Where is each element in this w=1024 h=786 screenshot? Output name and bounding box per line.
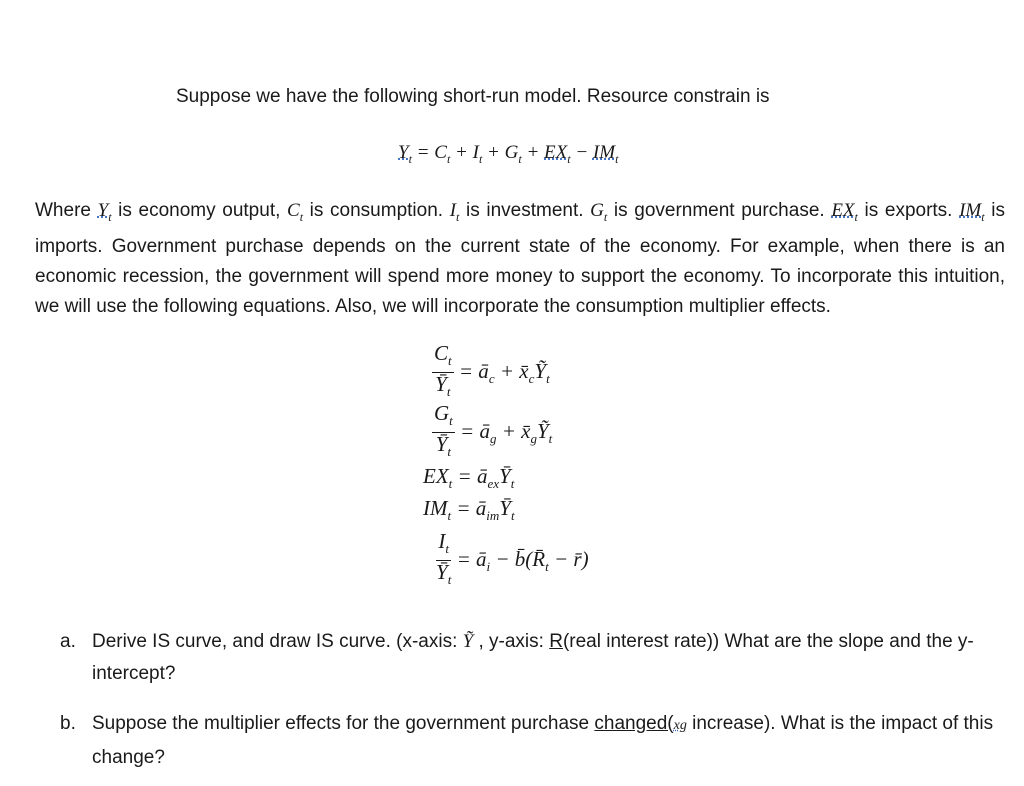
resource-constraint-equation: $Y_t = C_t + I_t + G_t + EX_t - IM_t$ [398, 142, 619, 166]
var-c: $C_t$ [287, 200, 304, 224]
var-i: $I_t$ [449, 200, 460, 224]
question-marker: a. [60, 631, 76, 652]
equation-exports: $EX_t$ = $ā_{ex}Y_t$ [423, 464, 515, 492]
g-term: $G_t$ [504, 142, 522, 166]
model-description: Where $Y_t$ is economy output, $C_t$ is consumption. $I_t$ is investment. $G_t$ is government purchase. $EX_t$ is exports. $IM_t$ is imports. Government purchase depends on the current state of the economy. For example, when there is an economic recession, the government will spend more money to support the economy. To incorporate this intuition, we will use the following equations. Also, we will incorporate the consumption multiplier effects. [35, 200, 1005, 317]
var-y: $Y_t$ [97, 200, 112, 224]
c-term: $C_t$ [434, 142, 451, 166]
var-g: $G_t$ [590, 200, 608, 224]
equation-imports: $IM_t$ = $ā_{im}Y_t$ [423, 496, 515, 524]
y-term: $Y_t$ [398, 142, 412, 166]
im-term: $IM_t$ [592, 142, 619, 166]
equation-government: $\frac{G_t}{Y_t}$ = $ā_g$ + $x̄_gY_t$ [434, 401, 553, 460]
question-marker: b. [60, 713, 76, 734]
question-b: b. Suppose the multiplier effects for the government purchase changed(xg increase). What is the impact of this change? [60, 708, 1005, 774]
equation-consumption: $\frac{C_t}{Y_t}$ = $ā_c$ + $x̄_cY_t$ [434, 341, 550, 400]
equation-investment: $\frac{I_t}{Y_t}$ = $ā_i$ − $b̄(R̄_t$ − r̄) [436, 529, 589, 588]
y-tilde-symbol: Y [462, 631, 474, 652]
question-a: a. Derive IS curve, and draw IS curve. (x-axis: Y , y-axis: R(real interest rate)) What are the slope and the y-intercept? [60, 626, 1005, 690]
intro-text: Suppose we have the following short-run model. Resource constrain is [176, 86, 770, 107]
var-ex: $EX_t$ [831, 200, 858, 224]
i-term: $I_t$ [472, 142, 483, 166]
ex-term: $EX_t$ [544, 142, 571, 166]
var-im: $IM_t$ [959, 200, 985, 224]
